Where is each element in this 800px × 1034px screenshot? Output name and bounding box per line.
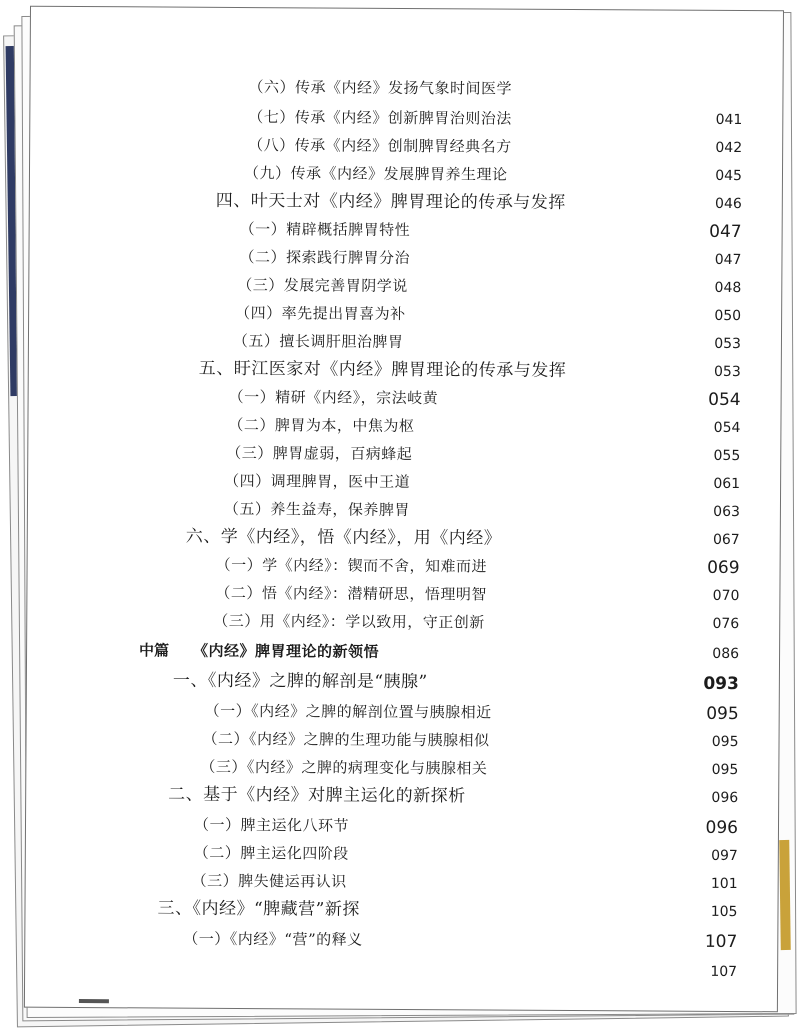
- toc-row: [27, 637, 779, 668]
- toc-page-number: 054: [708, 389, 741, 411]
- toc-row: [26, 753, 778, 784]
- toc-title: （五）养生益寿，保养脾胃: [223, 499, 411, 520]
- toc-page-number: 048: [714, 279, 742, 297]
- toc-page-number: 054: [713, 419, 741, 437]
- toc-row: [25, 955, 777, 986]
- toc-row: [26, 867, 778, 898]
- toc-page-number: 095: [711, 761, 739, 779]
- toc-title: （二）《内经》之脾的生理功能与胰腺相似: [202, 729, 490, 750]
- toc-page-number: 047: [709, 221, 742, 243]
- toc-row: [30, 131, 782, 162]
- toc-row: [27, 697, 779, 728]
- toc-page-number: 086: [712, 645, 740, 663]
- toc-title: （六）传承《内经》发扬气象时间医学: [248, 78, 513, 98]
- toc-title: （四）调理脾胃，医中王道: [224, 471, 411, 492]
- toc-title: （二）探索践行脾胃分治: [239, 247, 411, 268]
- toc-page-number: 050: [714, 307, 742, 325]
- toc-row: [29, 355, 781, 386]
- toc-title: （三）《内经》之脾的病理变化与胰腺相关: [200, 757, 488, 778]
- toc-row: [29, 327, 781, 358]
- toc-page-number: 053: [714, 335, 742, 353]
- toc-title: （二）脾胃为本，中焦为枢: [228, 415, 415, 436]
- toc-row: [26, 781, 778, 812]
- toc-row: [29, 271, 781, 302]
- toc-page-number: 041: [715, 111, 743, 129]
- toc-row: [27, 667, 779, 698]
- toc-row: [28, 467, 780, 498]
- toc-title: （七）传承《内经》创新脾胃治则治法: [248, 108, 512, 128]
- toc-title: （三）发展完善胃阴学说: [237, 275, 408, 296]
- toc-page-number: 067: [712, 531, 740, 549]
- toc-title: （二）脾主运化四阶段: [193, 843, 349, 863]
- toc-page-number: 063: [713, 503, 740, 521]
- toc-page-number: 096: [711, 789, 739, 807]
- toc-title: （四）率先提出胃喜为补: [235, 303, 406, 323]
- toc-title: （九）传承《内经》发展脾胃养生理论: [243, 164, 508, 184]
- toc-page-number: 107: [704, 931, 738, 953]
- toc-title: （五）擅长调肝胆治脾胃: [232, 331, 404, 351]
- toc-title: （一）《内经》之脾的解剖位置与胰腺相近: [204, 701, 492, 722]
- toc-row: [25, 895, 777, 926]
- toc-page-number: 095: [706, 703, 739, 725]
- toc-title: （八）传承《内经》创制脾胃经典名方: [248, 136, 512, 156]
- toc-title: （一）精辟概括脾胃特性: [239, 219, 411, 240]
- part-title: 《内经》脾胃理论的新领悟: [193, 641, 380, 661]
- toc-row: [29, 243, 781, 274]
- toc-title: （一）精研《内经》，宗法岐黄: [228, 387, 439, 408]
- toc-title: 二、基于《内经》对脾主运化的新探析: [168, 784, 466, 807]
- toc-row: [30, 73, 782, 104]
- toc-page-number: 047: [714, 251, 742, 269]
- toc-title: （三）脾失健运再认识: [191, 871, 347, 891]
- toc-page-number: 045: [715, 167, 743, 185]
- toc-title: （二）悟《内经》：潜精研思，悟理明智: [215, 583, 487, 604]
- toc-title: （一）《内经》“营”的释义: [183, 929, 363, 949]
- toc-title: 四、叶天士对《内经》脾胃理论的传承与发挥: [215, 190, 566, 213]
- toc-page-number: 053: [713, 363, 741, 381]
- toc-page-number: 070: [712, 587, 740, 605]
- toc-title: 六、学《内经》，悟《内经》，用《内经》: [185, 526, 502, 549]
- toc-title: 一、《内经》之脾的解剖是“胰腺”: [172, 670, 428, 693]
- toc-row: [27, 579, 779, 610]
- toc-page-number: 107: [710, 963, 738, 981]
- toc-row: [30, 103, 782, 134]
- toc-row: [30, 187, 782, 218]
- toc-row: [26, 811, 778, 842]
- toc-page-number: 095: [711, 733, 739, 751]
- toc-page-number: 101: [710, 875, 738, 893]
- toc-row: [29, 299, 781, 330]
- toc-page-number: 097: [711, 847, 738, 865]
- toc-row: [26, 725, 778, 756]
- toc-row: [28, 439, 780, 470]
- toc-row: [29, 383, 781, 414]
- toc-page-number: 096: [705, 817, 739, 839]
- toc-page-number: 042: [715, 139, 743, 157]
- toc-title: （三）脾胃虚弱，百病蜂起: [226, 443, 413, 464]
- toc-page-number: 093: [703, 673, 739, 695]
- toc-title: （一）学《内经》：锲而不舍，知难而进: [215, 555, 488, 576]
- toc-page-number: 076: [712, 615, 740, 633]
- book-cover-edge-right: [779, 840, 791, 950]
- toc-row: [26, 839, 778, 870]
- toc-title: （一）脾主运化八环节: [193, 815, 350, 835]
- toc-row: [30, 159, 782, 190]
- toc-row: [28, 411, 780, 442]
- toc-title: 五、盱江医家对《内经》脾胃理论的传承与发挥: [198, 358, 567, 381]
- toc-row: [30, 215, 782, 246]
- toc-title: 三、《内经》“脾藏营”新探: [157, 898, 360, 920]
- toc-page-number: 105: [710, 903, 738, 921]
- toc-page-number: 061: [713, 475, 741, 493]
- toc-row: [28, 495, 780, 526]
- toc-row: [25, 925, 777, 956]
- toc-page-number: 069: [707, 557, 740, 579]
- footer-mark: [79, 999, 109, 1003]
- toc-row: [28, 551, 780, 582]
- toc-row: [28, 523, 780, 554]
- toc-page-number: 055: [713, 447, 741, 465]
- part-label: 中篇: [139, 641, 170, 660]
- toc-row: [27, 607, 779, 638]
- toc-page-number: 046: [715, 195, 742, 213]
- toc-page: [24, 6, 784, 1013]
- toc-title: （三）用《内经》：学以致用，守正创新: [213, 611, 485, 632]
